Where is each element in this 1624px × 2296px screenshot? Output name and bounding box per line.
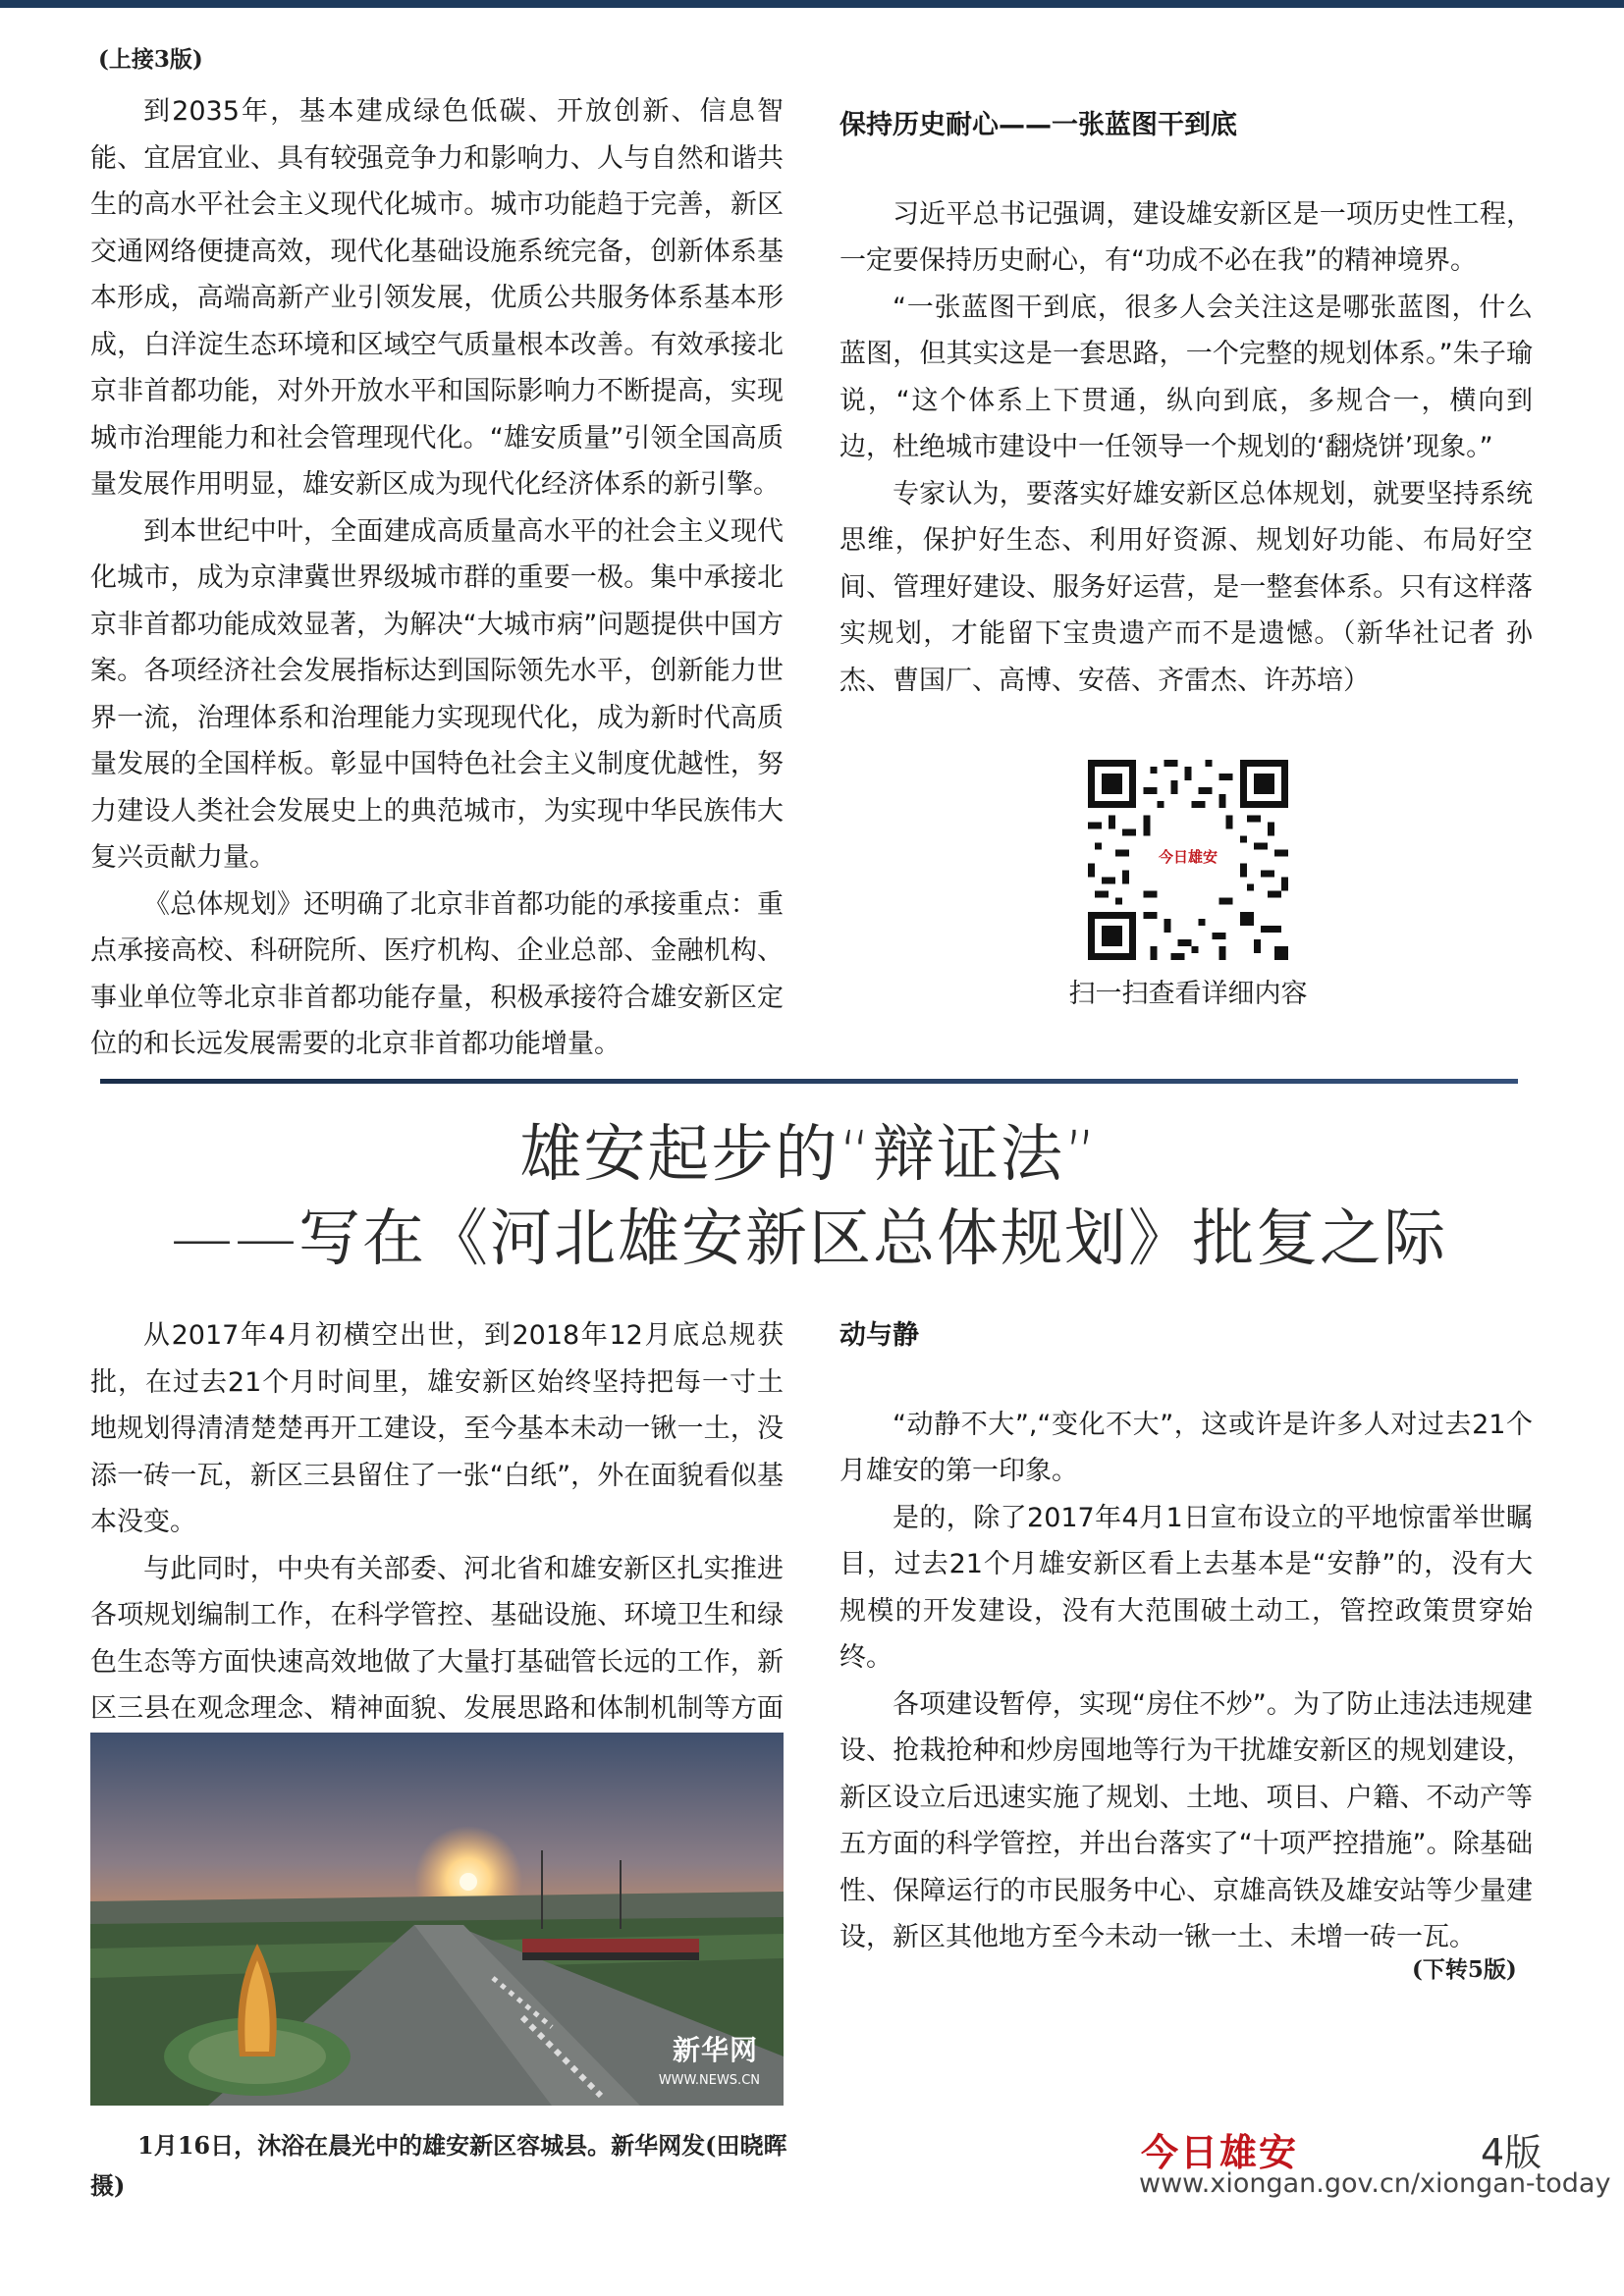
paragraph: 到2035年，基本建成绿色低碳、开放创新、信息智能、宜居宜业、具有较强竞争力和影响力、人与自然和谐共生的高水平社会主义现代化城市。城市功能趋于完善，新区交通网络便捷高效，现代化基础设施系统完备，创新体系基本形成，高端高新产业引领发展，优质公共服务体系基本形成，白洋淀生态环境和区域空气质量根本改善。有效承接北京非首都功能，对外开放水平和国际影响力不断提高，实现城市治理能力和社会管理现代化。“雄安质量”引领全国高质量发展作用明显，雄安新区成为现代化经济体系的新引擎。 [90,96,784,500]
paragraph: 各项建设暂停，实现“房住不炒”。为了防止违法违规建设、抢栽抢种和炒房囤地等行为干扰雄安新区的规划建设，新区设立后迅速实施了规划、土地、项目、户籍、不动产等五方面的科学管控，并出台落实了“十项严控措施”。除基础性、保障运行的市民服务中心、京雄高铁及雄安站等少量建设，新区其他地方至今未动一锹一土、未增一砖一瓦。 [839,1688,1533,1952]
photo-caption: 1月16日，沐浴在晨光中的雄安新区容城县。新华网发(田晓晖 摄) [90,2131,787,2200]
news-photo [90,1733,784,2106]
article-title: 雄安起步的“辩证法” [519,1118,1099,1190]
section-heading: 动与静 [839,1320,919,1351]
qr-logo: 今日雄安 [1158,848,1218,866]
continued-from-note: (上接3版) [98,46,203,73]
qr-caption: 扫一扫查看详细内容 [1068,979,1308,1009]
paragraph: 专家认为，要落实好雄安新区总体规划，就要坚持系统思维，保护好生态、利用好资源、规划好功能、布局好空间、管理好建设、服务好运营，是一整套体系。只有这样落实规划，才能留下宝贵遗产而不是遗憾。（新华社记者 孙杰、曹国厂、高博、安蓓、齐雷杰、许苏培） [839,478,1533,696]
paragraph: 从2017年4月初横空出世，到2018年12月底总规获批，在过去21个月时间里，雄安新区始终坚持把每一寸土地规划得清清楚楚再开工建设，至今基本未动一锹一土，没添一砖一瓦，新区三县留住了一张“白纸”，外在面貌看似基本没变。 [90,1320,784,1537]
left-top-column [90,88,784,1068]
page-number: 4版 [1481,2131,1543,2174]
section-heading: 保持历史耐心——一张蓝图干到底 [839,110,1237,140]
paragraph: 习近平总书记强调，建设雄安新区是一项历史性工程，一定要保持历史耐心，有“功成不必在我”的精神境界。 [839,198,1533,276]
left-bottom-column [90,1312,784,1779]
section-divider [100,1079,1518,1084]
article-subtitle: ——写在《河北雄安新区总体规划》批复之际 [171,1202,1447,1274]
photo-watermark-url: WWW.NEWS.CN [658,2073,760,2088]
continued-to-note: (下转5版) [1412,1956,1517,1983]
qr-code[interactable] [1088,760,1288,960]
paragraph: “一张蓝图干到底，很多人会关注这是哪张蓝图，什么蓝图，但其实这是一套思路，一个完整的规划体系。”朱子瑜说，“这个体系上下贯通，纵向到底，多规合一，横向到边，杜绝城市建设中一任领导一个规划的‘翻烧饼’现象。” [839,292,1533,462]
brand-logo: 今日雄安 [1141,2130,1299,2174]
right-bottom-column [839,1312,1533,1961]
footer-url[interactable]: www.xiongan.gov.cn/xiongan-today [1139,2168,1611,2199]
paragraph: 《总体规划》还明确了北京非首都功能的承接重点：重点承接高校、科研院所、医疗机构、企业总部、金融机构、事业单位等北京非首都功能存量，积极承接符合雄安新区定位的和长远发展需要的北京非首都功能增量。 [90,888,784,1059]
right-top-column [839,102,1533,704]
paragraph: 与此同时，中央有关部委、河北省和雄安新区扎实推进各项规划编制工作，在科学管控、基础设施、环境卫生和绿色生态等方面快速高效地做了大量打基础管长远的工作，新区三县在观念理念、精神面貌、发展思路和体制机制等方面 [90,1553,784,1724]
top-bar [0,0,1624,8]
photo-watermark: 新华网 [672,2034,758,2066]
paragraph: 是的，除了2017年4月1日宣布设立的平地惊雷举世瞩目，过去21个月雄安新区看上去基本是“安静”的，没有大规模的开发建设，没有大范围破土动工，管控政策贯穿始终。 [839,1502,1533,1673]
paragraph: “动静不大”,“变化不大”，这或许是许多人对过去21个月雄安的第一印象。 [839,1409,1533,1486]
paragraph: 到本世纪中叶，全面建成高质量高水平的社会主义现代化城市，成为京津冀世界级城市群的重要一极。集中承接北京非首都功能成效显著，为解决“大城市病”问题提供中国方案。各项经济社会发展指标达到国际领先水平，创新能力世界一流，治理体系和治理能力实现现代化，成为新时代高质量发展的全国样板。彰显中国特色社会主义制度优越性，努力建设人类社会发展史上的典范城市，为实现中华民族伟大复兴贡献力量。 [90,515,784,873]
